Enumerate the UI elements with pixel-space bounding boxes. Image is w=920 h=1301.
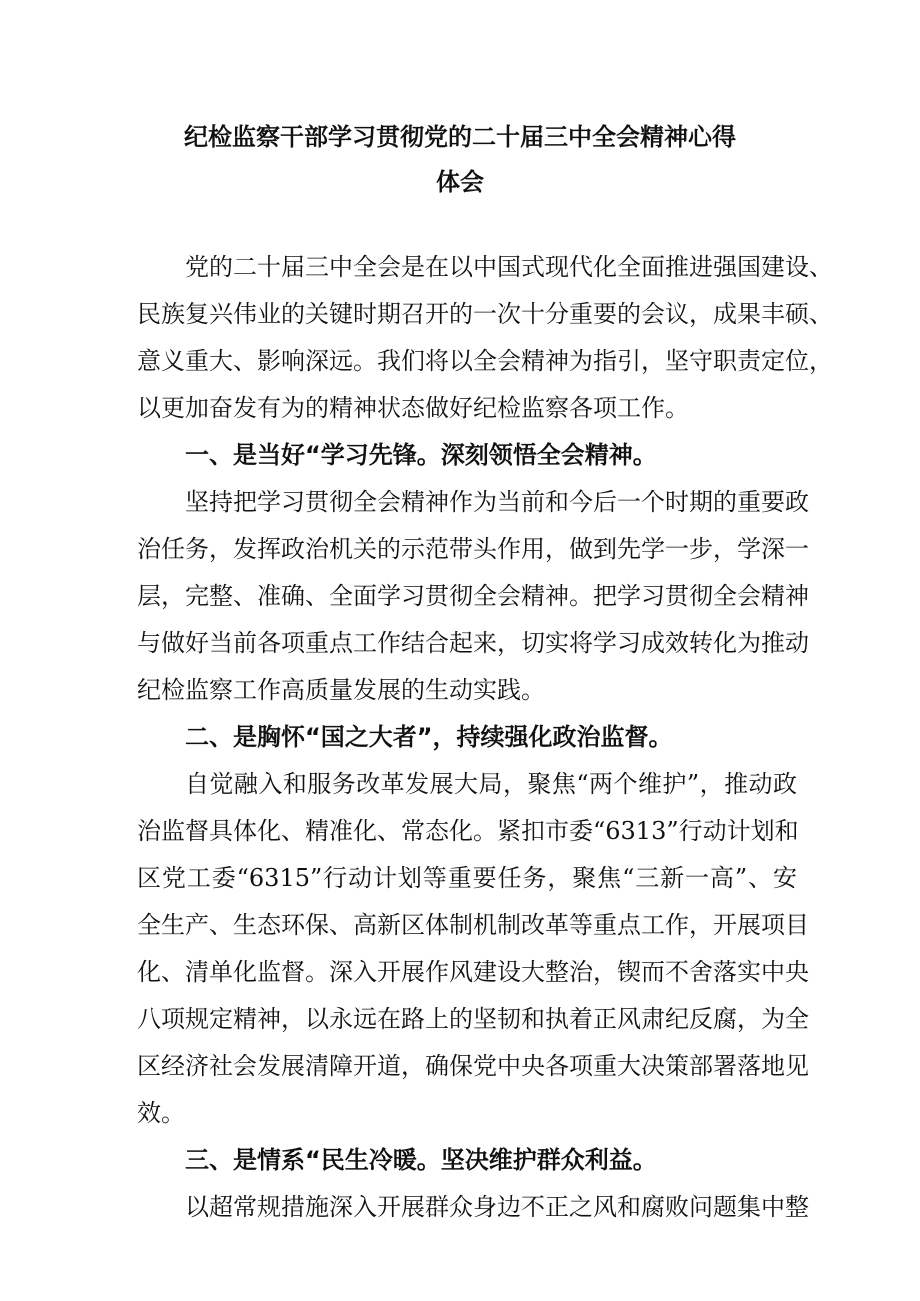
body-line: 治监督具体化、精准化、常态化。紧扣市委“6313”行动计划和: [137, 817, 799, 845]
section-heading-1: 一、是当好“学习先锋。深刻领悟全会精神。: [185, 441, 657, 469]
body-line: 纪检监察工作高质量发展的生动实践。: [137, 676, 545, 704]
body-line: 全生产、生态环保、高新区体制机制改革等重点工作，开展项目: [137, 911, 809, 939]
body-line: 民族复兴伟业的关键时期召开的一次十分重要的会议，成果丰硕、: [137, 300, 833, 328]
body-line: 效。: [137, 1099, 185, 1127]
body-line: 坚持把学习贯彻全会精神作为当前和今后一个时期的重要政: [185, 488, 809, 516]
body-line: 区经济社会发展清障开道，确保党中央各项重大决策部署落地见: [137, 1052, 809, 1080]
body-line: 化、清单化监督。深入开展作风建设大整治，锲而不舍落实中央: [137, 958, 809, 986]
document-title-line-1: 纪检监察干部学习贯彻党的二十届三中全会精神心得: [184, 123, 736, 151]
body-line: 治任务，发挥政治机关的示范带头作用，做到先学一步，学深一: [137, 535, 809, 563]
body-line: 八项规定精神，以永远在路上的坚韧和执着正风肃纪反腐，为全: [137, 1005, 809, 1033]
section-heading-3: 三、是情系“民生冷暖。坚决维护群众利益。: [185, 1146, 657, 1174]
document-title-line-2: 体会: [436, 168, 484, 196]
body-line: 以超常规措施深入开展群众身边不正之风和腐败问题集中整: [185, 1193, 809, 1221]
body-line: 自觉融入和服务改革发展大局，聚焦“两个维护”，推动政: [185, 770, 797, 798]
section-heading-2: 二、是胸怀“国之大者”，持续强化政治监督。: [185, 723, 673, 751]
body-line: 意义重大、影响深远。我们将以全会精神为指引，坚守职责定位，: [137, 347, 833, 375]
body-line: 区党工委“6315”行动计划等重要任务，聚焦“三新一高”、安: [137, 864, 797, 892]
body-line: 与做好当前各项重点工作结合起来，切实将学习成效转化为推动: [137, 629, 809, 657]
body-line: 层，完整、准确、全面学习贯彻全会精神。把学习贯彻全会精神: [137, 582, 809, 610]
body-line: 党的二十届三中全会是在以中国式现代化全面推进强国建设、: [185, 253, 833, 281]
body-line: 以更加奋发有为的精神状态做好纪检监察各项工作。: [137, 394, 689, 422]
